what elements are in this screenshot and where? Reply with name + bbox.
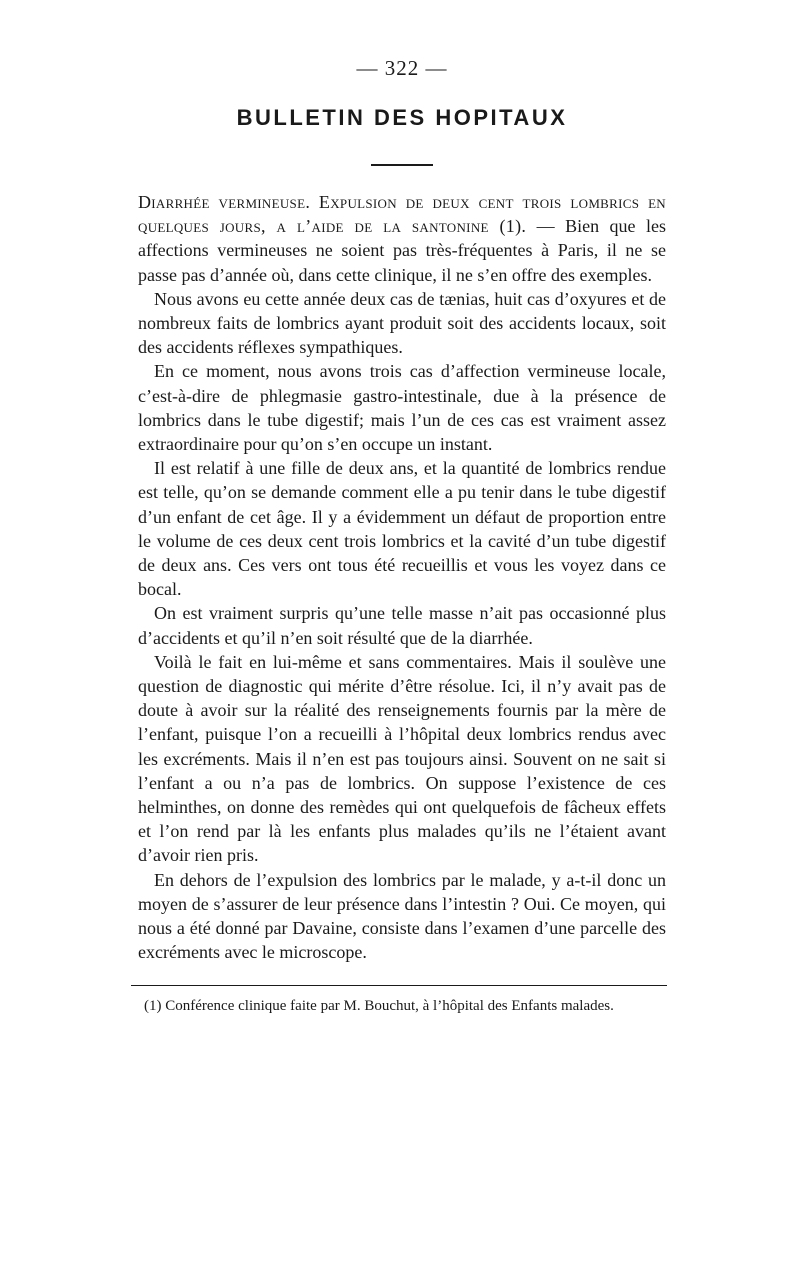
article-lead: — Bien que les affections vermineuses ne soient pas très-fréquentes à Paris, il ne se passe pas d’année où, dans cette clinique, il ne s’en offre des exemples. (138, 216, 666, 285)
article-title: Diarrhée vermineuse. Expulsion de deux cent trois lombrics en quelques jours, a l’aide de la santonine (1). (138, 192, 666, 237)
article-first-paragraph (138, 190, 666, 287)
paragraph: En ce moment, nous avons trois cas d’affection vermineuse locale, c’est-à-dire de phlegmasie gastro-intestinale, due à la présence de lombrics dans le tube digestif; mais l’un de ces cas est vraiment assez extraordinaire pour qu’on s’en occupe un instant. (138, 361, 666, 455)
page-number: — 322 — (356, 56, 448, 80)
header-rule (371, 164, 433, 166)
paragraph: Nous avons eu cette année deux cas de tænias, huit cas d’oxyures et de nombreux faits de lombrics ayant produit soit des accidents locaux, soit des accidents réflexes sympathiques. (138, 288, 666, 358)
article-body (138, 190, 666, 965)
footnote-rule (131, 985, 667, 986)
footnote: (1) Conférence clinique faite par M. Bouchut, à l’hôpital des Enfants malades. (144, 997, 614, 1014)
paragraph: On est vraiment surpris qu’une telle masse n’ait pas occasionné plus d’accidents et qu’il n’en soit résulté que de la diarrhée. (138, 603, 666, 648)
paragraph: Il est relatif à une fille de deux ans, et la quantité de lombrics rendue est telle, qu’on se demande comment elle a pu tenir dans le tube digestif d’un enfant de cet âge. Il y a évidemment un défaut de proportion entre le volume de ces deux cent trois lombrics et la cavité d’un tube digestif de deux ans. Ces vers ont tous été recueillis et vous les voyez dans ce bocal. (138, 458, 666, 600)
running-head: BULLETIN DES HOPITAUX (236, 105, 568, 130)
paragraph: Voilà le fait en lui-même et sans commentaires. Mais il soulève une question de diagnostic qui mérite d’être résolue. Ici, il n’y avait pas de doute à avoir sur la réalité des renseignements fournis par la mère de l’enfant, puisque l’on a recueilli à l’hôpital deux lombrics rendus avec les excréments. Mais il n’en est pas toujours ainsi. Souvent on ne sait si l’enfant a ou n’a pas de lombrics. On suppose l’existence de ces helminthes, on donne des remèdes qui ont quelquefois de fâcheux effets et l’on rend par là les enfants plus malades qu’ils ne l’étaient avant d’avoir rien pris. (138, 651, 666, 866)
paragraph: En dehors de l’expulsion des lombrics par le malade, y a-t-il donc un moyen de s’assurer de leur présence dans l’intestin ? Oui. Ce moyen, qui nous a été donné par Davaine, consiste dans l’examen d’une parcelle des excréments avec le microscope. (138, 869, 666, 963)
